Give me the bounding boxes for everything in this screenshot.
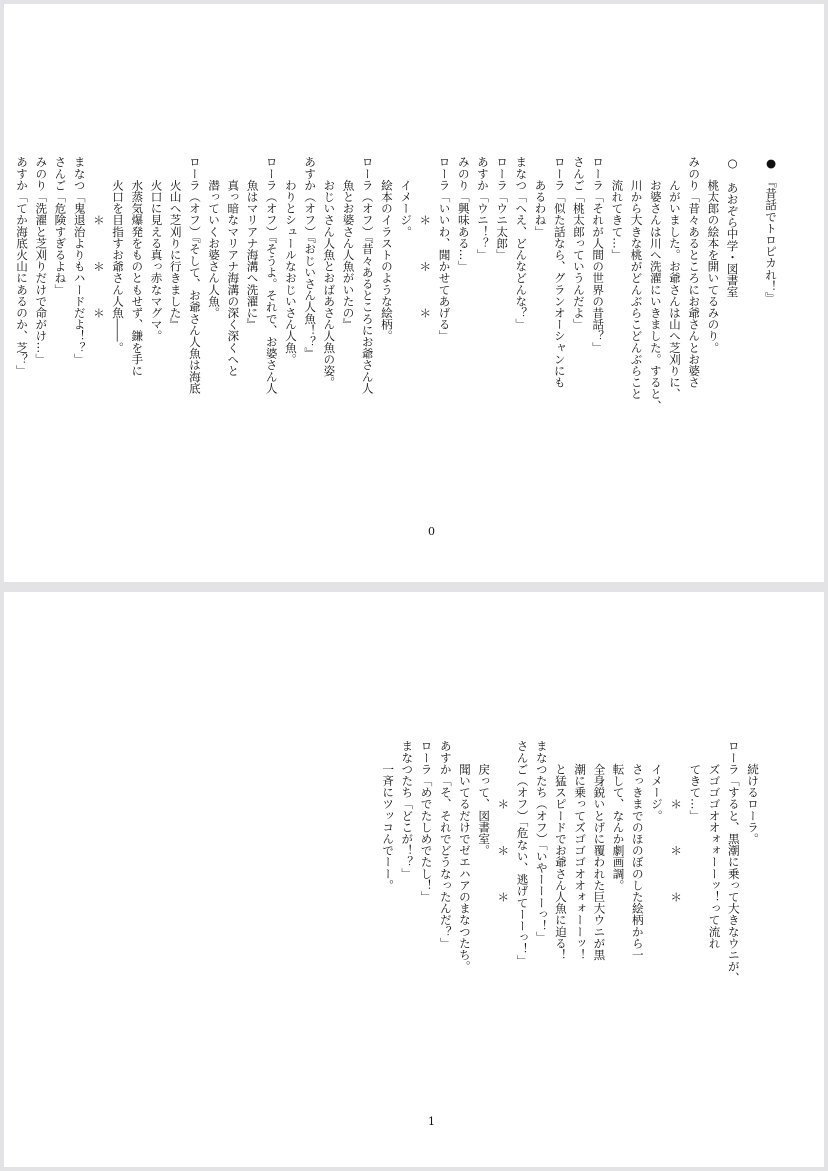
script-line: イメージ。 [399, 156, 414, 238]
script-line: ローラ「ウニ太郎」 [495, 156, 510, 261]
script-line: ○ あおぞら中学・図書室 [725, 156, 740, 298]
script-line: 流れてきて…」 [610, 156, 625, 261]
script-line: ローラ「似た話なら、グランオーシャンにも [552, 156, 567, 388]
script-line: 潮に乗ってズゴゴゴオオォォーーッ！ [573, 740, 588, 961]
script-line: ローラ「めでたしめでたし！」 [419, 740, 434, 903]
script-line: ローラ「いいわ、聞かせてあげる」 [437, 156, 452, 342]
script-line: ● 『昔話でトロピカれ！』 [764, 156, 778, 304]
script-line: あすか（オフ）『おじいさん人魚！？』 [303, 156, 318, 359]
script-line: あすか「ウニ！？」 [475, 156, 490, 261]
script-line: 戻って、図書室。 [477, 740, 492, 856]
script-line: 川から大きな桃がどんぶらこどんぶらこと [629, 156, 644, 400]
script-line: あすか「てか海底火山にあるのか、芝？」 [15, 156, 30, 377]
script-line: あるわね」 [533, 156, 548, 238]
script-line: んがいました。お爺さんは山へ芝刈りに、 [667, 156, 682, 400]
script-line: ローラ「それが人間の世界の昔話？」 [591, 156, 606, 354]
script-line: みのり「興味ある…」 [456, 156, 471, 272]
script-text-column [378, 740, 762, 985]
script-line: 桃太郎の絵本を開いてるみのり。 [706, 156, 721, 354]
script-line: さっきまでのほのぼのした絵柄から一 [630, 740, 645, 961]
script-line: イメージ。 [649, 740, 664, 822]
script-line: 火口を目指すお爺さん人魚――。 [111, 156, 126, 354]
script-line: 転して、なんか劇画調。 [611, 740, 626, 891]
script-line: さんご「桃太郎っていうんだよ」 [571, 156, 586, 330]
script-line: ＊ ＊ ＊ [496, 740, 511, 903]
script-line: ズゴゴゴオオォォーーッ！って流れ [707, 740, 722, 949]
script-line: 全身鋭いとげに覆われた巨大ウニが黒 [592, 740, 607, 961]
script-line: まなつたち「どこが！？」 [400, 740, 415, 880]
script-text-column [12, 156, 780, 412]
script-line: お婆さんは川へ洗濯にいきました。すると、 [648, 156, 663, 412]
script-line: 続けるローラ。 [746, 740, 760, 845]
script-line: まなつ「へえ、どんなどんな？」 [514, 156, 529, 330]
script-page-0 [4, 4, 824, 582]
page-number: 1 [428, 1115, 435, 1128]
script-line: みのり「昔々あるところにお爺さんとお婆さ [687, 156, 702, 388]
script-line: 聞いてるだけでゼエハアのまなつたち。 [457, 740, 472, 972]
script-line: 魚とお婆さん人魚がいたの』 [341, 156, 356, 330]
script-line: ローラ（オフ）『そうよ。それで、お婆さん人 [264, 156, 279, 394]
script-line: みのり「洗濯と芝刈りだけで命がけ…」 [34, 156, 49, 365]
page-number: 0 [428, 525, 435, 538]
script-line: 火山へ芝刈りに行きました』 [168, 156, 183, 330]
script-line: ローラ「すると、黒潮に乗って大きなウニが、 [726, 740, 741, 984]
script-page-1 [4, 592, 824, 1167]
script-line: ＊ ＊ ＊ [418, 156, 433, 319]
script-line: わりとシュールなおじいさん人魚。 [283, 156, 298, 365]
script-line: ＊ ＊ ＊ [91, 156, 106, 319]
script-line: ローラ（オフ）『昔々あるところにお爺さん人 [360, 156, 375, 394]
script-line: まなつたち（オフ）「いやーーーっ！」 [534, 740, 549, 943]
script-line: 潜っていくお婆さん人魚。 [207, 156, 222, 319]
script-line: てきて…」 [688, 740, 703, 822]
script-line [742, 156, 761, 396]
script-line: ＊ ＊ ＊ [669, 740, 684, 903]
script-line: 絵本のイラストのような絵柄。 [379, 156, 394, 342]
script-line: 水蒸気爆発をものともせず、鎌を手に [130, 156, 145, 377]
script-line: ローラ（オフ）『そして、お爺さん人魚は海底 [187, 156, 202, 394]
script-line: 魚はマリアナ海溝へ洗濯に』 [245, 156, 260, 330]
script-line: と猛スピードでお爺さん人魚に迫る！ [553, 740, 568, 961]
script-line: 真っ暗なマリアナ海溝の深く深くへと [226, 156, 241, 377]
script-line: さんご（オフ）「危ない、逃げてーーっ！」 [515, 740, 530, 967]
script-line: おじいさん人魚とおばあさん人魚の姿。 [322, 156, 337, 388]
script-line: まなつ「鬼退治よりもハードだよ！？」 [72, 156, 87, 365]
script-line: あすか「そ、それでどうなったんだ？」 [438, 740, 453, 949]
script-line: 一斉にツッコんでーー。 [381, 740, 396, 891]
script-line: さんご「危険すぎるよね」 [53, 156, 68, 296]
script-line: 火口に見える真っ赤なマグマ。 [149, 156, 164, 342]
